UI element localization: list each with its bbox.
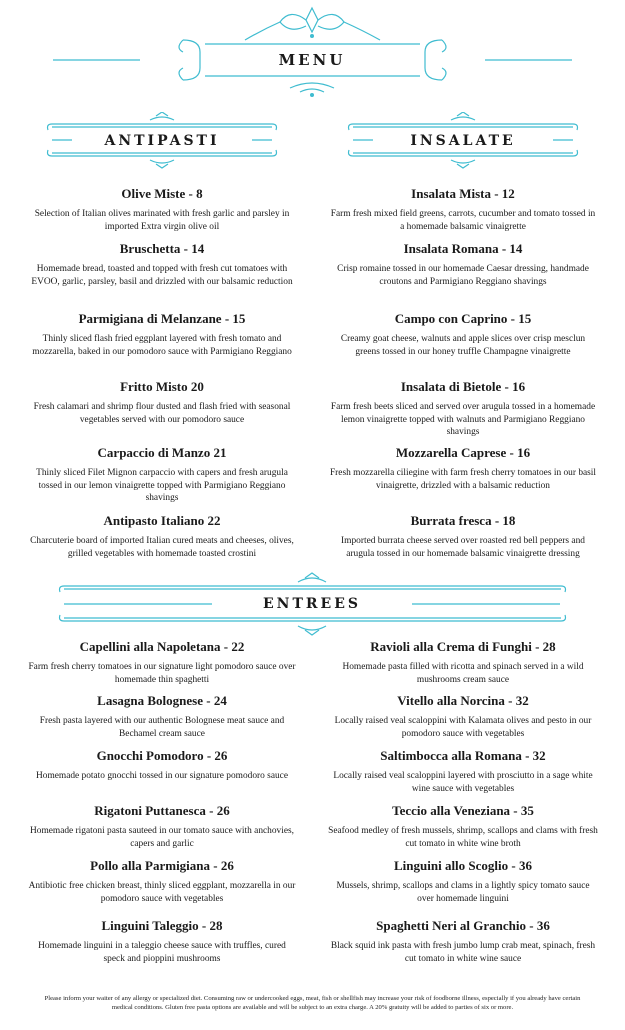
item-name: Gnocchi Pomodoro - 26 [96, 748, 228, 763]
entrees-left-list [12, 639, 312, 973]
item-desc: Farm fresh beets sliced and served over arugula tossed in a homemade lemon vinaigrette topped with walnuts and Parmigiano Reggiano shavings [330, 402, 596, 438]
item-desc: Black squid ink pasta with fresh jumbo lump crab meat, spinach, fresh cut tomato in white wine sauce [330, 941, 596, 964]
entrees-right-list [313, 639, 613, 973]
item-name: Campo con Caprino - 15 [394, 311, 532, 326]
item-name: Insalata Romana - 14 [403, 241, 523, 256]
item-desc: Locally raised veal scaloppini with Kalamata olives and pesto in our pomodoro sauce with vegetables [334, 716, 592, 739]
item-name: Rigatoni Puttanesca - 26 [94, 803, 230, 818]
menu-item [313, 918, 613, 973]
item-name: Linguini allo Scoglio - 36 [394, 858, 532, 873]
menu-item [313, 803, 613, 858]
item-desc: Crisp romaine tossed in our homemade Caesar dressing, handmade croutons and Parmigiano Reggiano shavings [337, 264, 589, 287]
allergy-disclaimer: Please inform your waiter of any allergy or specialized diet. Consuming raw or undercooked eggs, meat, fish or shellfish may increase your risk of foodborne illness, especially if you already have certain medical conditions. Gluten free pasta options are available and will be subject to an extra charge. A 20% gratuity will be added to parties of six or more. [44, 995, 581, 1011]
item-name: Ravioli alla Crema di Funghi - 28 [370, 639, 556, 654]
menu-item [12, 748, 312, 803]
menu-item [12, 693, 312, 748]
item-name: Insalata Mista - 12 [411, 186, 515, 201]
item-desc: Mussels, shrimp, scallops and clams in a lightly spicy tomato sauce over homemade linguini [336, 881, 590, 904]
menu-item [12, 858, 312, 918]
menu-title: MENU [278, 51, 346, 69]
menu-item [313, 311, 613, 379]
item-desc: Locally raised veal scaloppini layered with prosciutto in a sage white wine sauce with vegetables [333, 771, 593, 794]
item-desc: Homemade pasta filled with ricotta and spinach served in a wild mushrooms cream sauce [342, 662, 584, 685]
item-desc: Imported burrata cheese served over roasted red bell peppers and arugula tossed in our homemade balsamic vinaigrette dressing [341, 536, 585, 559]
item-name: Burrata fresca - 18 [410, 513, 516, 528]
item-desc: Homemade rigatoni pasta sauteed in our tomato sauce with anchovies, capers and garlic [30, 826, 294, 849]
item-name: Teccio alla Veneziana - 35 [392, 803, 534, 818]
menu-item [12, 311, 312, 379]
item-name: Vitello alla Norcina - 32 [397, 693, 529, 708]
menu-item [313, 693, 613, 748]
menu-item [313, 241, 613, 311]
item-desc: Fresh calamari and shrimp flour dusted and flash fried with seasonal vegetables served with our pomodoro sauce [33, 402, 291, 425]
item-desc: Thinly sliced Filet Mignon carpaccio with capers and fresh arugula tossed in our lemon vinaigrette topped with Parmigiano Reggiano shavings [36, 468, 288, 504]
menu-item [12, 513, 312, 573]
item-name: Saltimbocca alla Romana - 32 [380, 748, 546, 763]
item-name: Fritto Misto 20 [120, 379, 204, 394]
menu-item [12, 186, 312, 241]
item-name: Spaghetti Neri al Granchio - 36 [376, 918, 550, 933]
menu-item [12, 639, 312, 693]
menu-item [313, 513, 613, 573]
menu-item [313, 748, 613, 803]
item-desc: Selection of Italian olives marinated with fresh garlic and parsley in imported Extra virgin olive oil [34, 209, 290, 232]
item-name: Insalata di Bietole - 16 [400, 379, 526, 394]
insalate-list [313, 186, 613, 573]
item-desc: Thinly sliced flash fried eggplant layered with fresh tomato and mozzarella, baked in our pomodoro sauce with Parmigiano Reggiano [32, 334, 292, 357]
menu-item [313, 639, 613, 693]
item-desc: Farm fresh cherry tomatoes in our signature light pomodoro sauce over homemade thin spaghetti [28, 662, 296, 685]
insalate-heading: INSALATE [410, 133, 516, 149]
item-name: Lasagna Bolognese - 24 [97, 693, 227, 708]
item-name: Olive Miste - 8 [121, 186, 203, 201]
item-name: Carpaccio di Manzo 21 [97, 445, 227, 460]
menu-item [12, 241, 312, 311]
menu-item [313, 445, 613, 513]
item-desc: Charcuterie board of imported Italian cured meats and cheeses, olives, grilled vegetables with homemade toasted crostini [30, 536, 294, 559]
item-name: Antipasto Italiano 22 [103, 513, 221, 528]
item-name: Capellini alla Napoletana - 22 [79, 639, 245, 654]
menu-item [313, 186, 613, 241]
item-name: Linguini Taleggio - 28 [101, 918, 223, 933]
item-desc: Seafood medley of fresh mussels, shrimp, scallops and clams with fresh cut tomato in white wine broth [328, 826, 598, 849]
item-desc: Creamy goat cheese, walnuts and apple slices over crisp mesclun greens tossed in our honey truffle Champagne vinaigrette [340, 334, 586, 357]
menu-item [313, 858, 613, 918]
antipasti-list [12, 186, 312, 573]
menu-item [12, 918, 312, 973]
item-desc: Homemade potato gnocchi tossed in our signature pomodoro sauce [35, 771, 289, 781]
menu-item [12, 803, 312, 858]
item-name: Mozzarella Caprese - 16 [395, 445, 531, 460]
item-desc: Fresh mozzarella ciliegine with farm fresh cherry tomatoes in our basil vinaigrette, drizzled with a balsamic reduction [329, 468, 597, 491]
menu-item [12, 445, 312, 513]
menu-item [12, 379, 312, 445]
item-desc: Fresh pasta layered with our authentic Bolognese meat sauce and Bechamel cream sauce [39, 716, 285, 739]
item-desc: Antibiotic free chicken breast, thinly sliced eggplant, mozzarella in our pomodoro sauce with vegetables [28, 881, 296, 904]
menu-item [313, 379, 613, 445]
item-name: Parmigiana di Melanzane - 15 [78, 311, 246, 326]
antipasti-heading: ANTIPASTI [104, 133, 220, 149]
entrees-heading: ENTREES [263, 596, 361, 612]
item-desc: Farm fresh mixed field greens, carrots, cucumber and tomato tossed in a homemade balsamic vinaigrette [330, 209, 596, 232]
item-desc: Homemade linguini in a taleggio cheese sauce with truffles, cured speck and pioppini mushrooms [38, 941, 286, 964]
item-name: Bruschetta - 14 [119, 241, 205, 256]
item-desc: Homemade bread, toasted and topped with fresh cut tomatoes with EVOO, garlic, parsley, basil and drizzled with our balsamic reduction [31, 264, 293, 287]
item-name: Pollo alla Parmigiana - 26 [90, 858, 234, 873]
